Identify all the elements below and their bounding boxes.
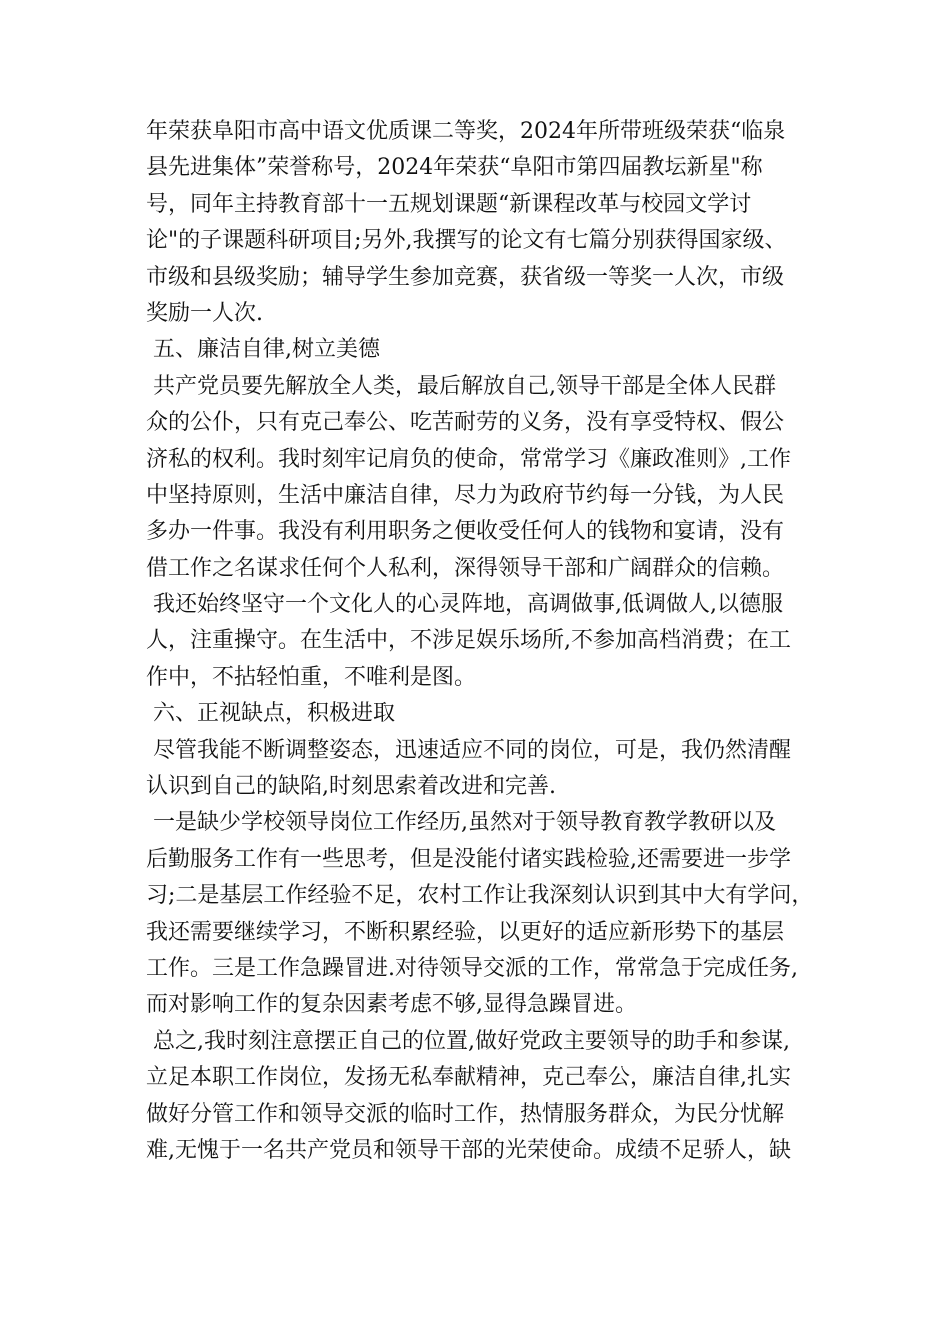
text-line: 做好分管工作和领导交派的临时工作，热情服务群众，为民分忧解 <box>146 1101 785 1127</box>
text-line: 中坚持原则，生活中廉洁自律，尽力为政府节约每一分钱，为人民 <box>146 482 785 508</box>
text-line: 奖励一人次. <box>146 300 263 326</box>
section-heading: 五、廉洁自律,树立美德 <box>146 337 380 363</box>
text-line: 借工作之名谋求任何个人私利，深得领导干部和广阔群众的信赖。 <box>146 555 785 581</box>
text-line: 年荣获阜阳市高中语文优质课二等奖，2024年所带班级荣获“临泉 <box>146 119 786 144</box>
text-line: 立足本职工作岗位，发扬无私奉献精神，克己奉公，廉洁自律,扎实 <box>146 1065 791 1091</box>
text-line: 一是缺少学校领导岗位工作经历,虽然对于领导教育教学教研以及 <box>146 810 776 836</box>
text-line: 号，同年主持教育部十一五规划课题“新课程改革与校园文学讨 <box>146 191 752 217</box>
text-line: 而对影响工作的复杂因素考虑不够,显得急躁冒进。 <box>146 992 637 1018</box>
text-line: 共产党员要先解放全人类，最后解放自己,领导干部是全体人民群 <box>146 373 776 399</box>
text-line: 众的公仆，只有克己奉公、吃苦耐劳的义务，没有享受特权、假公 <box>146 410 785 436</box>
text-line: 我还始终坚守一个文化人的心灵阵地，高调做事,低调做人,以德服 <box>146 592 783 618</box>
text-line: 多办一件事。我没有利用职务之便收受任何人的钱物和宴请，没有 <box>146 519 785 545</box>
text-line: 人，注重操守。在生活中，不涉足娱乐场所,不参加高档消费；在工 <box>146 628 791 654</box>
text-line: 我还需要继续学习，不断积累经验，以更好的适应新形势下的基层 <box>146 919 785 945</box>
text-line: 尽管我能不断调整姿态，迅速适应不同的岗位，可是，我仍然清醒 <box>146 737 791 763</box>
text-line: 工作。三是工作急躁冒进.对待领导交派的工作，常常急于完成任务, <box>146 955 798 981</box>
text-line: 难,无愧于一名共产党员和领导干部的光荣使命。成绩不足骄人，缺 <box>146 1137 791 1163</box>
text-line: 总之,我时刻注意摆正自己的位置,做好党政主要领导的助手和参谋, <box>146 1028 790 1054</box>
text-line: 后勤服务工作有一些思考，但是没能付诸实践检验,还需要进一步学 <box>146 846 791 872</box>
text-line: 作中，不拈轻怕重，不唯利是图。 <box>146 664 477 690</box>
text-line: 市级和县级奖励；辅导学生参加竞赛，获省级一等奖一人次，市级 <box>146 264 785 290</box>
document-body <box>146 114 816 1169</box>
text-line: 认识到自己的缺陷,时刻思索着改进和完善. <box>146 774 556 800</box>
text-line: 论"的子课题科研项目;另外,我撰写的论文有七篇分别获得国家级、 <box>146 228 787 254</box>
text-line: 习;二是基层工作经验不足，农村工作让我深刻认识到其中大有学问， <box>146 883 814 909</box>
text-line: 县先进集体”荣誉称号，2024年荣获“阜阳市第四届教坛新星"称 <box>146 155 763 181</box>
text-line: 济私的权利。我时刻牢记肩负的使命，常常学习《廉政准则》,工作 <box>146 446 791 472</box>
section-heading: 六、正视缺点，积极进取 <box>146 701 395 727</box>
